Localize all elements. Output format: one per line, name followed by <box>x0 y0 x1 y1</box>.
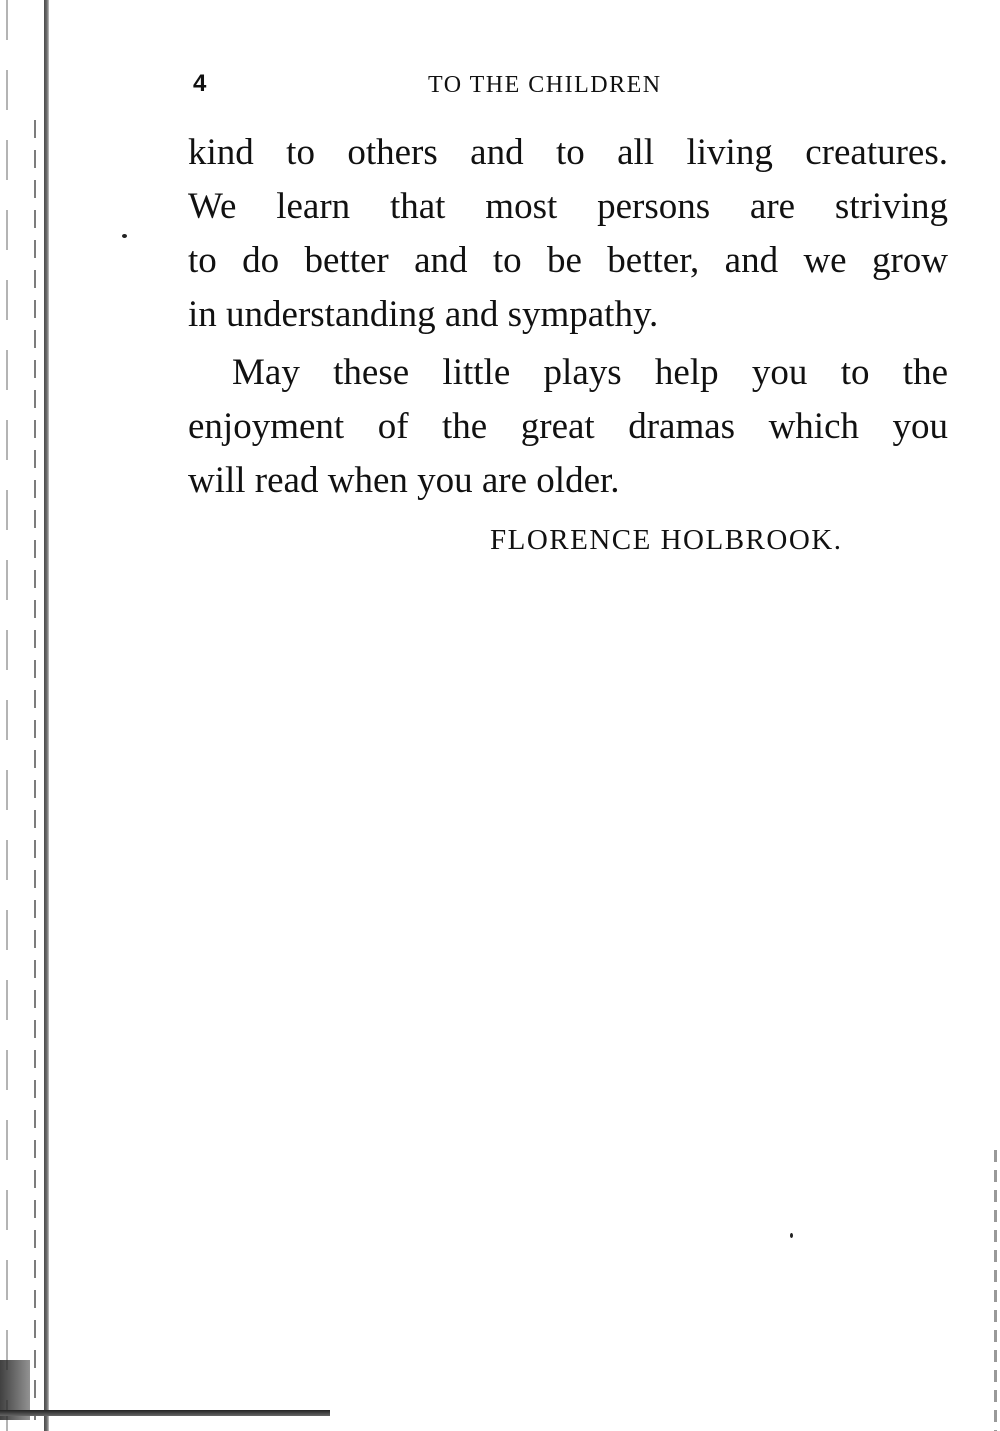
text-line: to do better and to be better, and we grow <box>188 240 948 281</box>
text-line: in understanding and sympathy. <box>188 294 659 335</box>
author-signature: FLORENCE HOLBROOK. <box>490 524 843 556</box>
ink-speck <box>122 234 127 238</box>
paragraph <box>188 346 948 508</box>
ink-speck <box>790 1233 793 1238</box>
bottom-edge-shadow <box>0 1410 330 1416</box>
text-line: May these little plays help you to the <box>232 352 948 393</box>
right-edge-mark <box>994 1150 997 1431</box>
page-edge-mark <box>6 0 8 1431</box>
binding-edge-shadow <box>44 0 49 1431</box>
binding-edge-mark <box>34 120 36 1420</box>
body-text <box>188 126 948 508</box>
text-line: We learn that most persons are striving <box>188 186 948 227</box>
page-number: 4 <box>193 70 207 97</box>
text-line: enjoyment of the great dramas which you <box>188 406 948 447</box>
text-line: will read when you are older. <box>188 460 620 501</box>
text-line: kind to others and to all living creatures. <box>188 132 948 173</box>
running-head <box>0 70 1000 106</box>
running-head-title: TO THE CHILDREN <box>428 72 662 98</box>
paragraph <box>188 126 948 342</box>
